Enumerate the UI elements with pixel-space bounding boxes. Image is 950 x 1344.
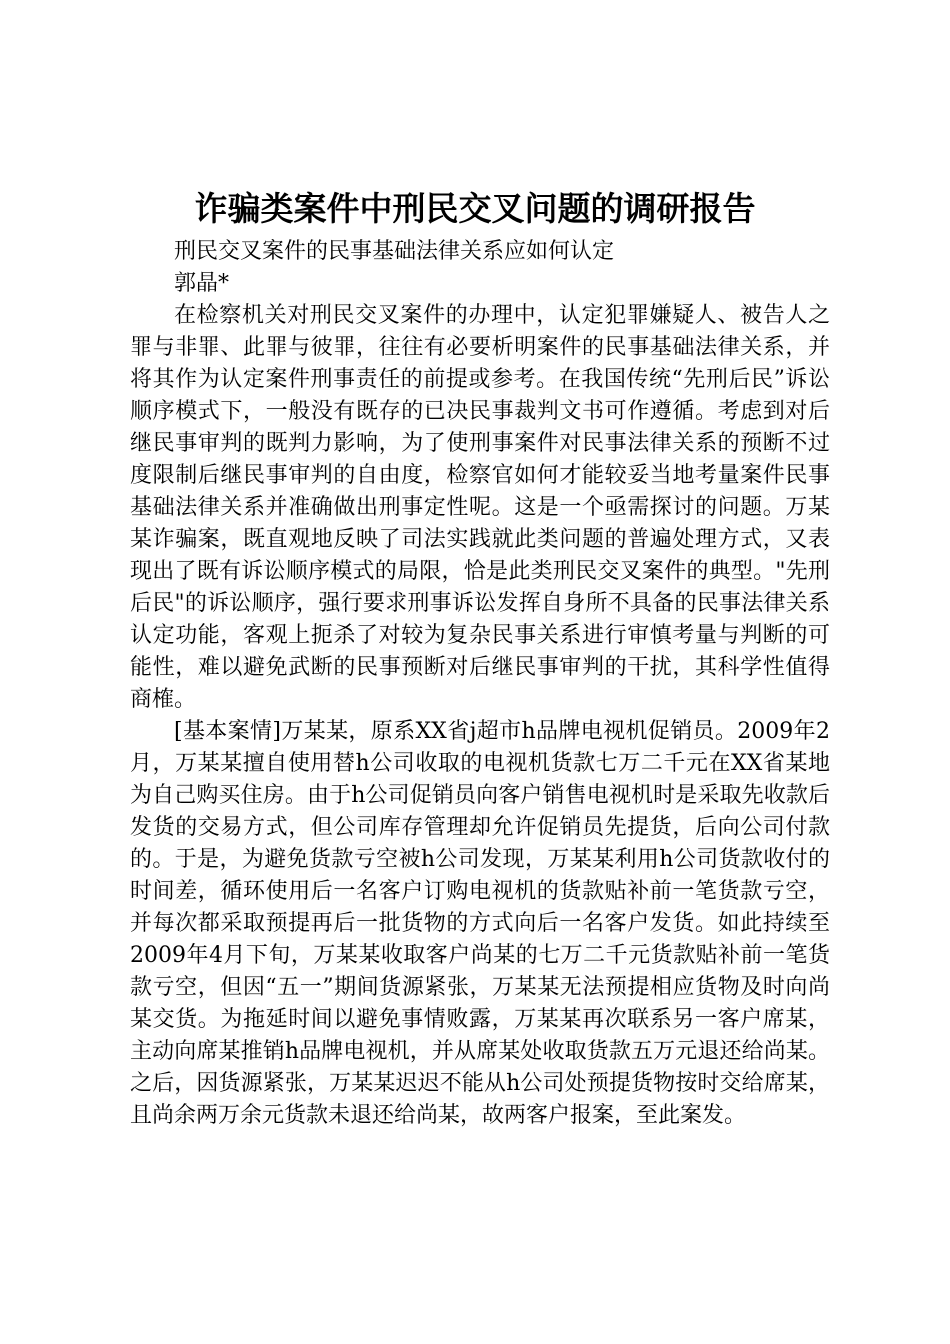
document-title: 诈骗类案件中刑民交叉问题的调研报告: [194, 189, 756, 228]
paragraph-intro: 在检察机关对刑民交叉案件的办理中，认定犯罪嫌疑人、被告人之罪与非罪、此罪与彼罪，往往有必要析明案件的民事基础法律关系，并将其作为认定案件刑事责任的前提或参考。在我国传统“先刑后民”诉讼顺序模式下，一般没有既存的已决民事裁判文书可作遵循。考虑到对后继民事审判的既判力影响，为了使刑事案件对民事法律关系的预断不过度限制后继民事审判的自由度，检察官如何才能较妥当地考量案件民事基础法律关系并准确做出刑事定性呢。这是一个亟需探讨的问题。万某某诈骗案，既直观地反映了司法实践就此类问题的普遍处理方式，又表现出了既有诉讼顺序模式的局限，恰是此类刑民交叉案件的典型。"先刑后民"的诉讼顺序，强行要求刑事诉讼发挥自身所不具备的民事法律关系认定功能，客观上扼杀了对较为复杂民事关系进行审慎考量与判断的可能性，难以避免武断的民事预断对后继民事审判的干扰，其科学性值得商榷。: [130, 303, 830, 712]
document-author: 郭晶*: [174, 271, 230, 296]
document-subtitle: 刑民交叉案件的民事基础法律关系应如何认定: [174, 239, 615, 264]
document-body: [130, 236, 830, 1132]
paragraph-case-facts: [基本案情]万某某，原系XX省j超市h品牌电视机促销员。2009年2月，万某某擅自使用替h公司收取的电视机货款七万二千元在XX省某地为自己购买住房。由于h公司促销员向客户销售电视机时是采取先收款后发货的交易方式，但公司库存管理却允许促销员先提货，后向公司付款的。于是，为避免货款亏空被h公司发现，万某某利用h公司货款收付的时间差，循环使用后一名客户订购电视机的货款贴补前一笔货款亏空，并每次都采取预提再后一批货物的方式向后一名客户发货。如此持续至2009年4月下旬，万某某收取客户尚某的七万二千元货款贴补前一笔货款亏空，但因“五一”期间货源紧张，万某某无法预提相应货物及时向尚某交货。为拖延时间以避免事情败露，万某某再次联系另一客户席某，主动向席某推销h品牌电视机，并从席某处收取货款五万元退还给尚某。之后，因货源紧张，万某某迟迟不能从h公司处预提货物按时交给席某，且尚余两万余元货款未退还给尚某，故两客户报案，至此案发。: [130, 719, 830, 1128]
